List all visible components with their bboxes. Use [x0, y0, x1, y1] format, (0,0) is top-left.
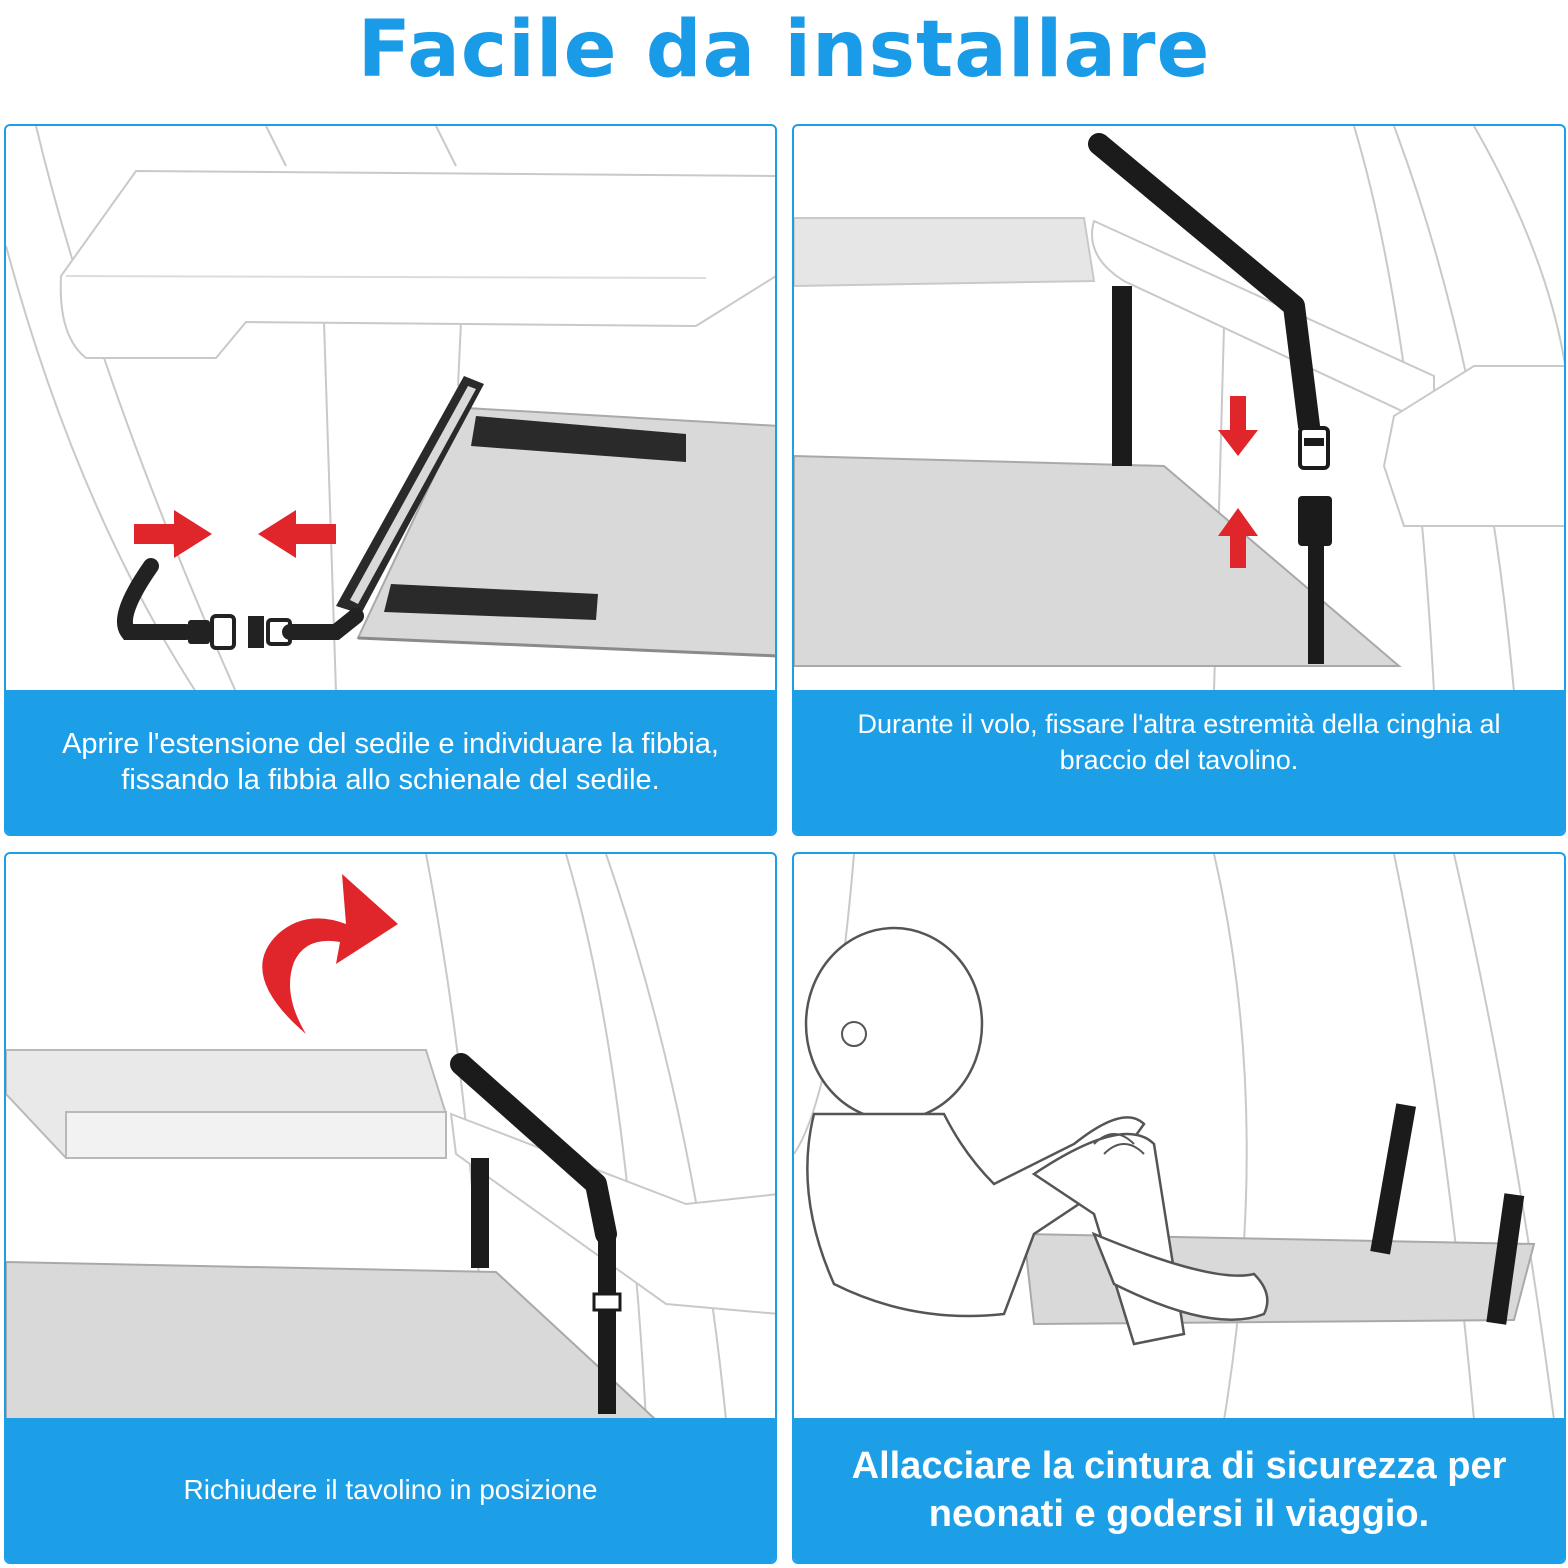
- step-2-panel: [792, 124, 1566, 836]
- step-4-caption-bar: [794, 1418, 1564, 1562]
- step-3-caption-bar: [6, 1418, 775, 1562]
- step-3-illustration: [6, 854, 775, 1420]
- step-1-panel: [4, 124, 777, 836]
- step-4-illustration: [794, 854, 1564, 1420]
- step-4-caption: Allacciare la cintura di sicurezza per neonati e godersi il viaggio.: [851, 1445, 1507, 1535]
- step-4-panel: [792, 852, 1566, 1564]
- step-3-caption: Richiudere il tavolino in posizione: [183, 1474, 598, 1505]
- step-2-caption-bar: [794, 690, 1564, 834]
- step-1-caption: Aprire l'estensione del sedile e individuare la fibbia, fissando la fibbia allo schienale del sedile.: [62, 728, 719, 796]
- step-1-illustration: [6, 126, 775, 692]
- step-1-caption-bar: [6, 690, 775, 834]
- step-2-caption: Durante il volo, fissare l'altra estremità della cinghia al braccio del tavolino.: [857, 709, 1501, 775]
- step-3-panel: [4, 852, 777, 1564]
- page-title: Facile da installare: [357, 5, 1211, 95]
- step-2-illustration: [794, 126, 1564, 692]
